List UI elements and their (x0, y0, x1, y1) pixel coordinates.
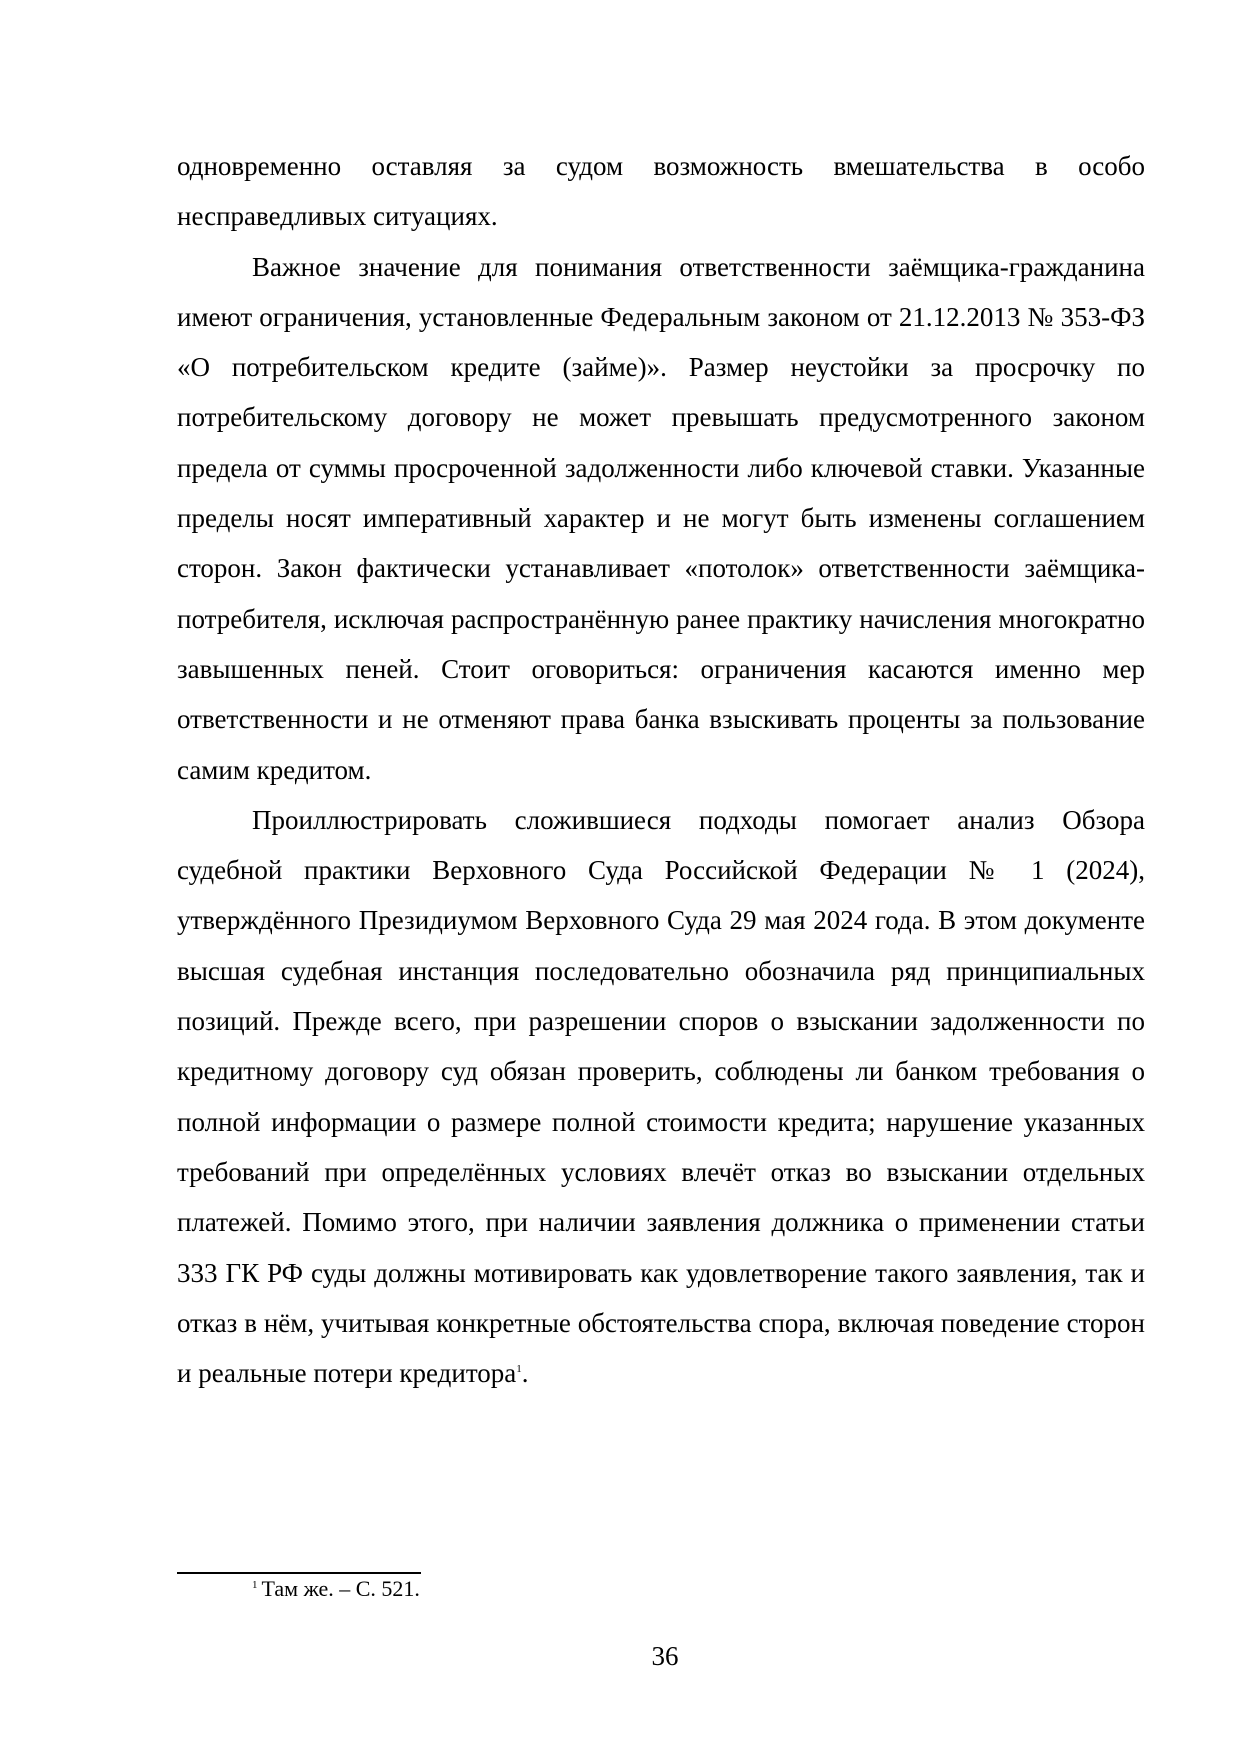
paragraph-consumer-credit-law (177, 242, 1145, 795)
paragraph-tail: . (521, 1358, 529, 1389)
footnote-reference[interactable]: 1 (516, 1363, 522, 1376)
paragraph-supreme-court-review (177, 795, 1145, 1399)
paragraph-text: Проиллюстрировать сложившиеся подходы помогает анализ Обзора судебной практики Верховного Суда Российской Федерации № 1 (2024), утверждённого Президиумом Верховного Суда 29 мая 2024 года. В этом документе высшая судебная инстанция последовательно обозначила ряд принципиальных позиций. Прежде всего, при разрешении споров о взыскании задолженности по кредитному договору суд обязан проверить, соблюдены ли банком требования о полной информации о размере полной стоимости кредита; нарушение указанных требований при определённых условиях влечёт отказ во взыскании отдельных платежей. Помимо этого, при наличии заявления должника о применении статьи 333 ГК РФ суды должны мотивировать как удовлетворение такого заявления, так и отказ в нём, учитывая конкретные обстоятельства спора, включая поведение сторон и реальные потери кредитора (177, 804, 1145, 1389)
paragraph-text: одновременно оставляя за судом возможность вмешательства в особо несправедливых ситуациях. (177, 151, 1145, 232)
paragraph-text: Важное значение для понимания ответственности заёмщика-гражданина имеют ограничения, установленные Федеральным законом от 21.12.2013 № 353-ФЗ «О потребительском кредите (займе)». Размер неустойки за просрочку по потребительскому договору не может превышать предусмотренного законом предела от суммы просроченной задолженности либо ключевой ставки. Указанные пределы носят императивный характер и не могут быть изменены соглашением сторон. Закон фактически устанавливает «потолок» ответственности заёмщика-потребителя, исключая распространённую ранее практику начисления многократно завышенных пеней. Стоит оговориться: ограничения касаются именно мер ответственности и не отменяют права банка взыскивать проценты за пользование самим кредитом. (177, 251, 1145, 785)
footnote (252, 1574, 420, 1604)
paragraph-continuation (177, 141, 1145, 242)
page-number: 36 (651, 1641, 679, 1671)
footnote-mark: 1 (252, 1578, 258, 1591)
footnote-text: Там же. – С. 521. (261, 1576, 420, 1601)
body-text (177, 141, 1145, 1398)
